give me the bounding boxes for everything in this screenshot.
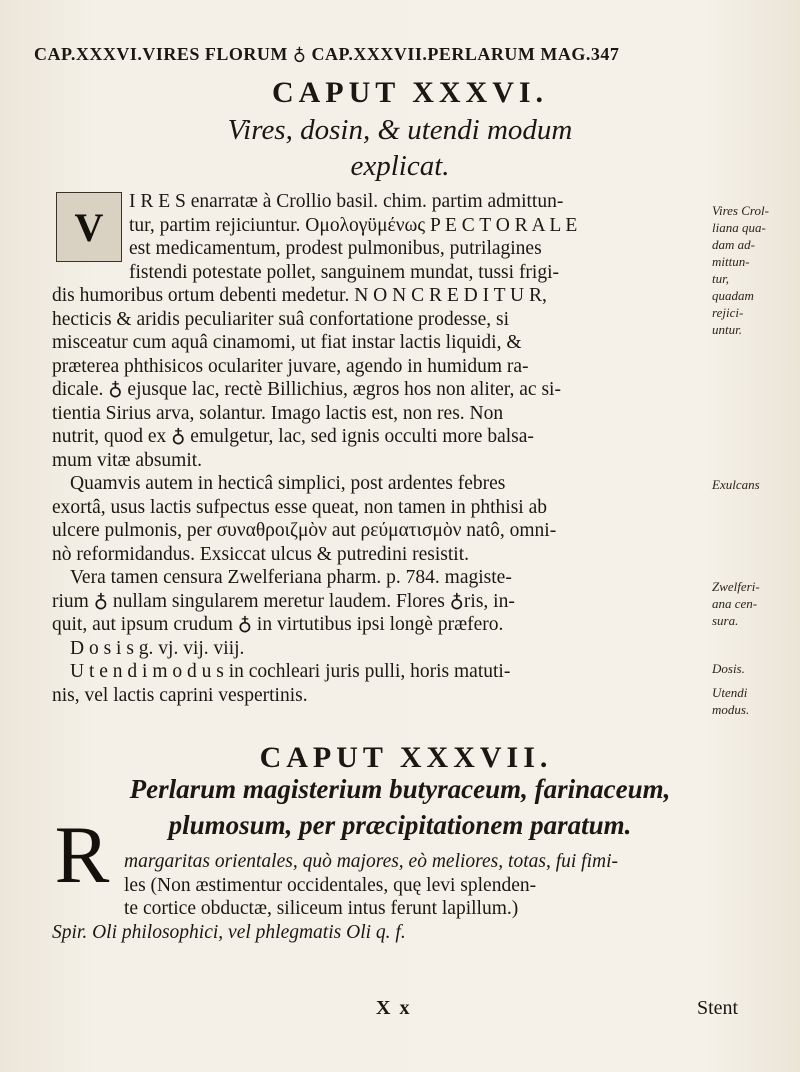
text-line: rium ♁ nullam singularem meretur laudem. Flores ♁ris, in- xyxy=(52,590,515,612)
chapter-36-title: CAPUT XXXVI. xyxy=(271,76,549,109)
text-line: margaritas orientales, quò majores, eò meliores, totas, fui fimi- xyxy=(124,851,618,872)
text-line: nis, vel lactis caprini vespertinis. xyxy=(52,684,308,706)
text-line: fistendi potestate pollet, sanguinem mundat, tussi frigi- xyxy=(129,261,560,283)
text-line: exortâ, usus lactis sufpectus esse queat, non tamen in phthisi ab xyxy=(52,496,547,518)
chapter-37-title: CAPUT XXXVII. xyxy=(259,741,553,774)
catchword: Stent xyxy=(697,997,739,1019)
text-line: les (Non æstimentur occidentales, quę levi splenden- xyxy=(124,874,537,896)
margin-note xyxy=(712,476,796,493)
text-line: Spir. Oli philosophici, vel phlegmatis Oli q. f. xyxy=(52,921,406,943)
margin-note-line: mittun- xyxy=(712,254,750,269)
margin-note-line: modus. xyxy=(712,702,750,717)
margin-note-line: Utendi xyxy=(712,685,748,700)
text-line: nò reformidandus. Exsiccat ulcus & putredini resistit. xyxy=(52,543,469,565)
text-line: Quamvis autem in hecticâ simplici, post ardentes febres xyxy=(70,473,506,494)
text-line: dis humoribus ortum debenti medetur. N O N C R E D I T U R, xyxy=(52,285,547,306)
margin-note-line: rejici- xyxy=(712,305,744,320)
text-line: misceatur cum aquâ cinamomi, ut fiat instar lactis liquidi, & xyxy=(52,332,522,353)
margin-note-line: Zwelferi- xyxy=(712,579,760,594)
chapter-36-subtitle-line2: explicat. xyxy=(350,150,450,182)
chapter-37-subtitle-line1: Perlarum magisterium butyraceum, farinaceum, xyxy=(129,774,671,804)
margin-note-line: quadam xyxy=(712,288,754,303)
margin-note-line: sura. xyxy=(712,613,739,628)
margin-note-line: ana cen- xyxy=(712,596,758,611)
text-line: nutrit, quod ex ♁ emulgetur, lac, sed ignis occulti more balsa- xyxy=(52,426,534,447)
chapter-36-subtitle-line1: Vires, dosin, & utendi modum xyxy=(227,114,573,146)
margin-note xyxy=(712,578,796,629)
dosis-line: D o s i s g. vj. vij. viij. xyxy=(70,637,245,659)
text-line: mum vitæ absumit. xyxy=(52,449,203,471)
margin-note xyxy=(712,684,796,718)
text-line: te cortice obductæ, siliceum intus ferunt lapillum.) xyxy=(124,898,519,919)
margin-note-line: liana qua- xyxy=(712,220,766,235)
text-line: dicale. ♁ ejusque lac, rectè Billichius, ægros hos non aliter, ac si- xyxy=(52,379,561,400)
margin-note xyxy=(712,202,796,338)
text-line: Vera tamen censura Zwelferiana pharm. p. 784. magiste- xyxy=(70,567,512,588)
signature-mark: X x xyxy=(376,997,412,1019)
text-line: tur, partim rejiciuntur. Ομολογϋμένως P E C T O R A L E xyxy=(129,214,578,236)
margin-note-line: untur. xyxy=(712,322,742,337)
chapter-37-subtitle-line2: plumosum, per præcipitationem paratum. xyxy=(168,810,632,840)
text-line: I R E S enarratæ à Crollio basil. chim. partim admittun- xyxy=(129,191,564,212)
text-line: præterea phthisicos oculariter juvare, agendo in humidum ra- xyxy=(52,355,529,377)
text-line: est medicamentum, prodest pulmonibus, putrilagines xyxy=(129,238,542,259)
text-line: quit, aut ipsum crudum ♁ in virtutibus ipsi longè præfero. xyxy=(52,614,504,635)
margin-note-line: dam ad- xyxy=(712,237,755,252)
dropcap-r: R xyxy=(54,809,110,900)
chapter-37-body xyxy=(52,850,692,944)
text-line: ulcere pulmonis, per συναθροιζμὸν aut ρεύματισμὸν natô, omni- xyxy=(52,520,557,541)
text-line: tientia Sirius arva, solantur. Imago lactis est, non res. Non xyxy=(52,402,504,424)
running-header: CAP.XXXVI.VIRES FLORUM ♁ CAP.XXXVII.PERLARUM MAG.347 xyxy=(34,44,620,64)
margin-note-line: Exulcans xyxy=(712,477,760,492)
text-line: U t e n d i m o d u s in cochleari juris pulli, horis matuti- xyxy=(70,661,511,682)
margin-note-line: Dosis. xyxy=(712,661,745,676)
margin-note xyxy=(712,660,796,677)
margin-note-line: Vires Crol- xyxy=(712,203,769,218)
dropcap-letter: V xyxy=(74,204,104,250)
text-line: hecticis & aridis peculiariter suâ confortatione prodesse, si xyxy=(52,308,510,330)
margin-note-line: tur, xyxy=(712,271,729,286)
chapter-36-body xyxy=(52,190,692,707)
